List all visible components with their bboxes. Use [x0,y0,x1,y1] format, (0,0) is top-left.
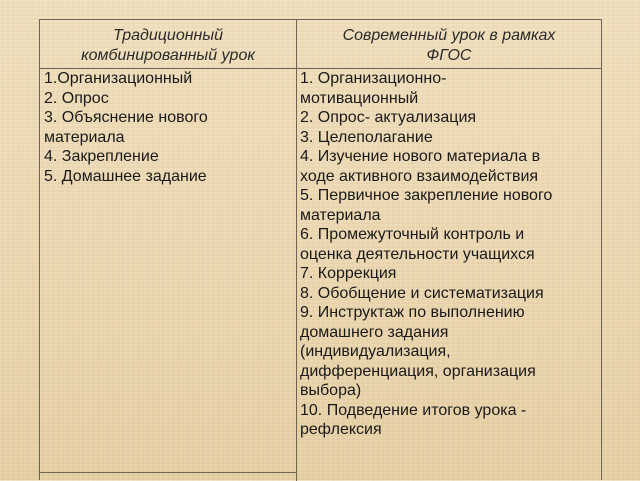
column-divider [296,20,297,481]
header-traditional-line-1: Традиционный [112,27,223,44]
traditional-stage-item-3 [44,108,289,147]
modern-stage-item-8 [300,284,596,304]
modern-stage-item-3 [300,128,596,148]
modern-stage-item-10 [300,401,596,440]
header-modern-line-2: ФГОС [426,47,472,64]
modern-stage-item-10-line-2: рефлексия [300,421,382,438]
modern-stage-item-9 [300,303,596,401]
header-traditional-lesson [40,26,296,66]
modern-stage-item-9-line-2: домашнего задания [300,323,449,341]
header-traditional-line-2: комбинированный урок [81,47,255,64]
left-column-bottom-border [40,472,297,473]
modern-stage-item-5-line-1: 5. Первичное закрепление нового [300,187,553,204]
modern-stage-item-9-line-4: дифференциация, организация [300,362,536,380]
traditional-stage-item-1 [44,69,289,89]
modern-stage-item-5 [300,186,596,225]
modern-stage-item-1-line-2: мотивационный [300,89,419,107]
comparison-table [39,19,602,480]
traditional-stage-item-5 [44,167,289,187]
traditional-lesson-stages [44,69,289,186]
modern-stage-item-2 [300,108,596,128]
traditional-stage-item-3-line-1: 3. Объяснение нового [44,109,208,126]
traditional-stage-item-1-line-1: 1.Организационный [44,70,193,87]
modern-stage-item-1 [300,69,596,108]
traditional-stage-item-4 [44,147,289,167]
traditional-stage-item-5-line-1: 5. Домашнее задание [44,167,207,185]
modern-stage-item-6-line-1: 6. Промежуточный контроль и [300,226,525,243]
traditional-stage-item-3-line-2: материала [44,128,125,146]
modern-stage-item-9-line-3: (индивидуализация, [300,343,451,360]
modern-stage-item-6 [300,225,596,264]
traditional-stage-item-2-line-1: 2. Опрос [44,89,109,107]
modern-stage-item-10-line-1: 10. Подведение итогов урока - [300,401,527,419]
modern-stage-item-3-line-1: 3. Целеполагание [300,128,433,146]
modern-stage-item-1-line-1: 1. Организационно- [300,70,447,87]
modern-stage-item-9-line-1: 9. Инструктаж по выполнению [300,304,525,321]
header-modern-lesson [297,26,601,66]
modern-stage-item-7-line-1: 7. Коррекция [300,265,397,282]
traditional-stage-item-2 [44,89,289,109]
modern-stage-item-9-line-5: выбора) [300,382,362,399]
header-modern-line-1: Современный урок в рамках [342,27,556,44]
modern-lesson-stages [300,69,596,440]
modern-stage-item-8-line-1: 8. Обобщение и систематизация [300,284,544,302]
modern-stage-item-7 [300,264,596,284]
modern-stage-item-2-line-1: 2. Опрос- актуализация [300,109,477,126]
traditional-stage-item-4-line-1: 4. Закрепление [44,148,159,165]
modern-stage-item-4-line-2: ходе активного взаимодействия [300,167,539,185]
modern-stage-item-4-line-1: 4. Изучение нового материала в [300,148,541,165]
modern-stage-item-5-line-2: материала [300,206,381,224]
modern-stage-item-4 [300,147,596,186]
modern-stage-item-6-line-2: оценка деятельности учащихся [300,245,535,263]
